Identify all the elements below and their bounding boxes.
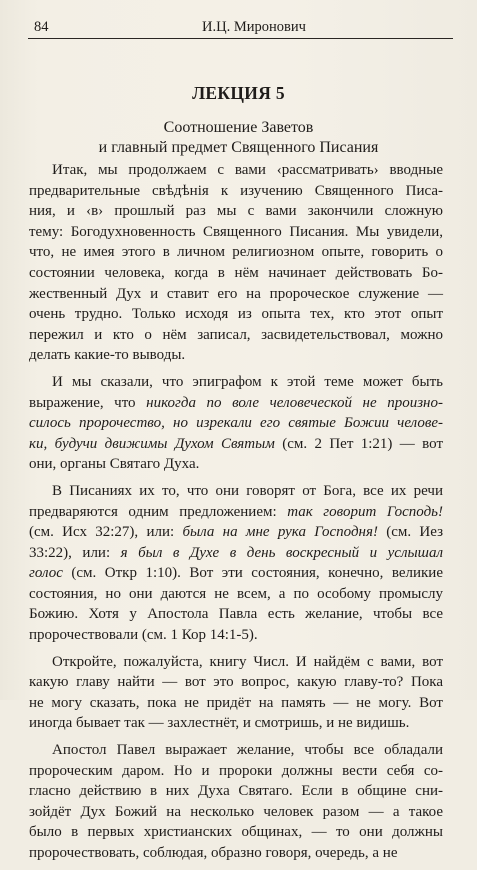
- text-segment: ния, и ‹в› прошлый раз мы с вами закончили сложную: [29, 203, 443, 220]
- text-segment: они, органы Святаго Духа.: [29, 456, 200, 473]
- text-line: [29, 584, 443, 605]
- subtitle-line: и главный предмет Священного Писания: [98, 139, 379, 156]
- text-line: [29, 263, 443, 284]
- text-line: [29, 802, 443, 823]
- text-line: [29, 543, 443, 564]
- lecture-subtitle: [0, 118, 477, 158]
- text-segment: Божию. Хотя у Апостола Павла есть желание, чтобы все: [29, 606, 443, 623]
- text-line: [29, 843, 443, 864]
- text-line: [29, 160, 443, 181]
- text-line: [29, 672, 443, 693]
- running-head: И.Ц. Миронович: [202, 19, 306, 35]
- text-line: [29, 761, 443, 782]
- text-segment: делать какие-то выводы.: [29, 347, 186, 364]
- text-line: [29, 434, 443, 455]
- text-line: [29, 393, 443, 414]
- text-line: [29, 713, 443, 734]
- text-line: [29, 325, 443, 346]
- text-segment: голос: [29, 565, 63, 582]
- text-line: [29, 693, 443, 714]
- paragraph: [29, 160, 443, 366]
- paragraph: [29, 372, 443, 475]
- text-line: [29, 454, 443, 475]
- text-segment: было в первых христианских общинах, — то они должны: [29, 824, 443, 841]
- text-segment: пророческим даром. Но и пророки должны вести себя со-: [29, 762, 443, 779]
- text-line: [29, 625, 443, 646]
- text-segment: выражение, что: [29, 394, 147, 411]
- text-segment: зойдёт Дух Божий на несколько человек разом — а такое: [29, 803, 443, 820]
- text-line: [29, 304, 443, 325]
- text-segment: никогда по воле человеческой не произно-: [146, 394, 443, 411]
- text-segment: пережил и кто о нём записал, засвидетельствовал, можно: [29, 326, 443, 343]
- text-segment: какую главу найти — вот это вопрос, какую главу-то? Пока: [29, 674, 443, 691]
- text-segment: И мы сказали, что эпиграфом к этой теме может быть: [52, 373, 443, 390]
- text-segment: пророчествовать, соблюдая, образно говоря, очередь, а не: [29, 845, 398, 861]
- text-segment: предваряются одним предложением:: [29, 503, 288, 520]
- text-segment: (см. Исх 32:27), или:: [29, 524, 183, 541]
- text-segment: не могу сказать, пока не придёт на память — не могу. Вот: [29, 694, 443, 711]
- text-line: [29, 652, 443, 673]
- text-segment: Итак, мы продолжаем с вами ‹рассматривать› вводные: [52, 162, 443, 178]
- text-segment: гласно действию в них Духа Святаго. Если в общине сни-: [29, 783, 443, 800]
- text-segment: тему: Богодухновенность Священного Писания. Мы увидели,: [29, 223, 443, 240]
- text-segment: (см. Откр 1:10). Вот эти состояния, конечно, великие: [62, 565, 443, 582]
- text-segment: ки, будучи движимы Духом Святым: [29, 435, 275, 452]
- subtitle-line: Соотношение Заветов: [163, 119, 314, 136]
- text-line: [29, 242, 443, 263]
- text-segment: что, не имея этого в личном религиозном опыте, говорить о: [29, 244, 443, 261]
- text-segment: (см. Иез: [377, 524, 444, 541]
- text-segment: (см. 2 Пет 1:21) — вот: [274, 435, 443, 452]
- text-line: [29, 740, 443, 761]
- text-segment: Апостол Павел выражает желание, чтобы все обладали: [52, 742, 443, 759]
- text-line: [29, 781, 443, 802]
- text-segment: я был в Духе в день воскресный и услышал: [120, 544, 444, 561]
- paragraph: [29, 652, 443, 734]
- text-segment: так говорит Господь!: [287, 503, 443, 520]
- text-line: [29, 201, 443, 222]
- text-line: [29, 413, 443, 434]
- text-segment: иногда бывает так — захлестнёт, и смотришь, и не видишь.: [29, 715, 410, 732]
- page-header: [28, 16, 453, 39]
- text-line: [29, 284, 443, 305]
- text-segment: 33:22), или:: [29, 544, 121, 561]
- text-segment: силось пророчество, но изрекали его святые Божии челове-: [29, 415, 443, 432]
- text-line: [29, 822, 443, 843]
- text-line: [29, 502, 443, 523]
- text-segment: В Писаниях их то, что они говорят от Бога, все их речи: [52, 482, 443, 499]
- text-line: [29, 604, 443, 625]
- text-line: [29, 181, 443, 202]
- text-segment: состоянии человека, когда в нём начинает действовать Бо-: [29, 264, 443, 281]
- paragraph: [29, 481, 443, 646]
- text-segment: жественный Дух и ставит его на пророческое служение —: [29, 285, 443, 302]
- page-number: 84: [34, 19, 49, 35]
- text-segment: пророчествовали (см. 1 Кор 14:1-5).: [29, 627, 258, 644]
- body-text: [29, 160, 443, 870]
- text-line: [29, 222, 443, 243]
- text-line: [29, 522, 443, 543]
- text-segment: предварительные свѣдѣнія к изучению Священного Писа-: [29, 182, 443, 199]
- text-line: [29, 372, 443, 393]
- text-line: [29, 481, 443, 502]
- text-segment: состояния, но они даются не всем, а по особому промыслу: [29, 585, 443, 602]
- lecture-title: ЛЕКЦИЯ 5: [192, 83, 285, 103]
- text-segment: очень трудно. Только исходя из опыта тех, кто этот опыт: [29, 306, 443, 323]
- text-segment: была на мне рука Господня!: [182, 524, 378, 541]
- text-line: [29, 345, 443, 366]
- text-segment: Откройте, пожалуйста, книгу Числ. И найдём с вами, вот: [52, 653, 443, 670]
- text-line: [29, 563, 443, 584]
- paragraph: [29, 740, 443, 864]
